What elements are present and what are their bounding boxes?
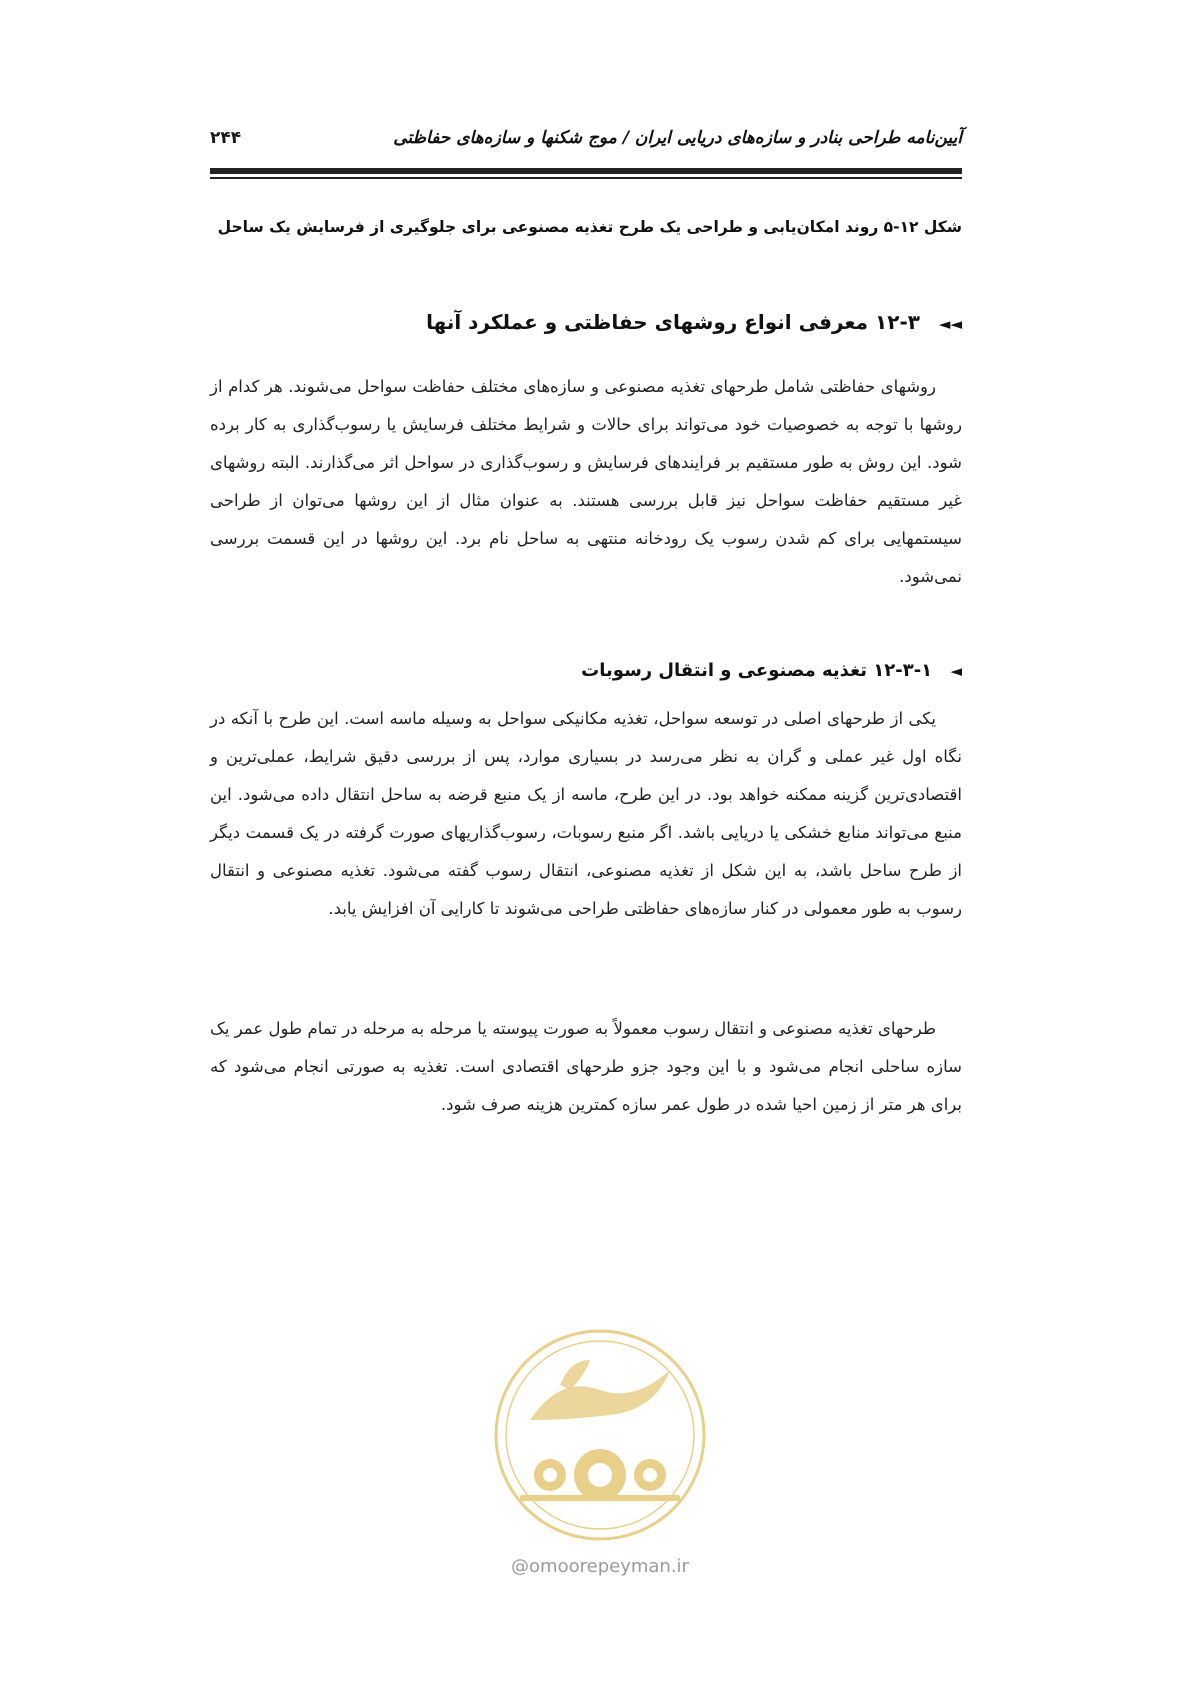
section-heading-text: ۱۲-۳ معرفی انواع روشهای حفاظتی و عملکرد آنها xyxy=(426,310,920,334)
header-rule-thin xyxy=(210,177,962,179)
double-arrow-icon: ◄◄ xyxy=(938,315,962,333)
arrow-icon: ◄ xyxy=(950,662,962,680)
running-title: آیین‌نامه طراحی بنادر و سازه‌های دریایی ایران / موج شکنها و سازه‌های حفاظتی xyxy=(393,128,962,148)
subsection-paragraph-1 xyxy=(210,700,962,928)
section-heading xyxy=(210,310,962,334)
section-paragraph-text: روشهای حفاظتی شامل طرحهای تغذیه مصنوعی و سازه‌های مختلف حفاظت سواحل می‌شوند. هر کدام از روشها با توجه به خصوصیات خود می‌تواند برای حالات و شرایط مختلف فرسایش یا رسوب‌گذاری به کار برده شود. این روش به طور مستقیم بر فرایندهای فرسایش و رسوب‌گذاری در سواحل اثر می‌گذارند. البته روشهای غیر مستقیم حفاظت سواحل نیز قابل بررسی هستند. به عنوان مثال از این روشها می‌توان از طراحی سیستمهایی برای کم شدن رسوب یک رودخانه منتهی به ساحل نام برد. این روشها در این قسمت بررسی نمی‌شود. xyxy=(210,377,962,586)
page-header xyxy=(210,128,962,148)
subsection-heading xyxy=(210,660,962,681)
watermark-url-text: omoorepeyman.ir xyxy=(529,1556,689,1577)
watermark-logo xyxy=(490,1325,710,1555)
subsection-paragraph-2-text: طرحهای تغذیه مصنوعی و انتقال رسوب معمولاً به صورت پیوسته یا مرحله به مرحله در تمام طول عمر یک سازه ساحلی انجام می‌شود و با این وجود جزو طرحهای اقتصادی است. تغذیه به صورتی انجام می‌شود که برای هر متر از زمین احیا شده در طول عمر سازه کمترین هزینه صرف شود. xyxy=(210,1019,962,1114)
watermark-url xyxy=(495,1556,705,1577)
at-icon: @ xyxy=(511,1556,530,1577)
section-paragraph xyxy=(210,368,962,596)
header-rule-thick xyxy=(210,168,962,174)
subsection-heading-text: ۱۲-۳-۱ تغذیه مصنوعی و انتقال رسوبات xyxy=(581,660,933,681)
subsection-paragraph-1-text: یکی از طرحهای اصلی در توسعه سواحل، تغذیه مکانیکی سواحل به وسیله ماسه است. این طرح با آنکه در نگاه اول غیر عملی و گران به نظر می‌رسد در بسیاری موارد، پس از بررسی دقیق شرایط، عملی‌ترین و اقتصادی‌ترین گزینه ممکنه خواهد بود. در این طرح، ماسه از یک منبع قرضه به ساحل انتقال داده می‌شود. این منبع می‌تواند منابع خشکی یا دریایی باشد. اگر منبع رسوبات، رسوب‌گذاریهای صورت گرفته در یک قسمت دیگر از طرح ساحل باشد، به این شکل از تغذیه مصنوعی، انتقال رسوب گفته می‌شود. تغذیه مصنوعی و انتقال رسوب به طور معمولی در کنار سازه‌های حفاظتی طراحی می‌شوند تا کارایی آن افزایش یابد. xyxy=(210,709,962,918)
page-number: ۲۴۴ xyxy=(210,128,242,148)
subsection-paragraph-2 xyxy=(210,1010,962,1124)
figure-caption: شکل ۱۲-۵ روند امکان‌یابی و طراحی یک طرح تغذیه مصنوعی برای جلوگیری از فرسایش یک ساحل xyxy=(217,218,962,236)
